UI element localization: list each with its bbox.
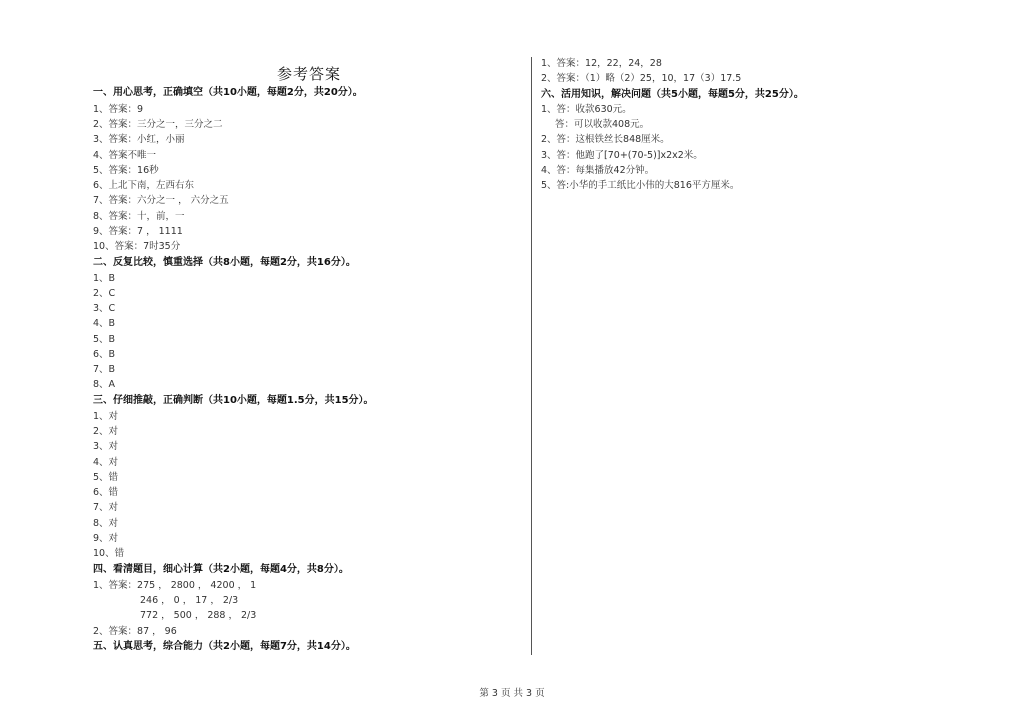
answer-line: 4、B	[93, 318, 116, 329]
answer-line: 1、答：收款630元。	[541, 104, 632, 115]
page-title: 参考答案	[277, 65, 342, 83]
answer-line: 8、对	[93, 518, 119, 529]
answer-line: 8、答案：十，前，一	[93, 211, 185, 222]
answer-line: 6、上北下南，左西右东	[93, 180, 195, 191]
answer-line: 2、答案：87 ， 96	[93, 626, 177, 637]
answer-line: 1、答案：12，22，24，28	[541, 58, 662, 69]
answer-line: 2、答：这根铁丝长848厘米。	[541, 134, 670, 145]
answer-line: 5、答:小华的手工纸比小伟的大816平方厘米。	[541, 180, 740, 191]
answer-line: 3、答：他跑了[70+(70-5)]x2x2米。	[541, 150, 703, 161]
answer-line: 6、错	[93, 487, 119, 498]
section-heading-3: 三、仔细推敲，正确判断（共10小题，每题1.5分，共15分）。	[93, 395, 374, 406]
answer-line: 3、答案：小红，小丽	[93, 134, 185, 145]
answer-line: 1、B	[93, 273, 116, 284]
section-heading-5: 五、认真思考，综合能力（共2小题，每题7分，共14分）。	[93, 641, 356, 652]
section-heading-6: 六、活用知识，解决问题（共5小题，每题5分，共25分）。	[541, 89, 804, 100]
answer-line: 1、对	[93, 411, 119, 422]
answer-line: 7、对	[93, 502, 119, 513]
answer-line: 2、C	[93, 288, 116, 299]
answer-line: 10、错	[93, 548, 125, 559]
answer-line: 772 ， 500 ， 288 ， 2/3	[140, 610, 257, 621]
answer-line: 答：可以收款408元。	[555, 119, 650, 130]
answer-line: 4、答：每集播放42分钟。	[541, 165, 655, 176]
answer-line: 5、答案：16秒	[93, 165, 159, 176]
section-heading-1: 一、用心思考，正确填空（共10小题，每题2分，共20分）。	[93, 87, 363, 98]
answer-line: 7、答案：六分之一 ， 六分之五	[93, 195, 229, 206]
answer-line: 4、答案不唯一	[93, 150, 157, 161]
answer-line: 5、错	[93, 472, 119, 483]
page-number-footer: 第 3 页 共 3 页	[479, 688, 545, 699]
answer-line: 1、答案：275 ， 2800 ， 4200 ， 1	[93, 580, 257, 591]
column-divider	[531, 57, 532, 655]
answer-line: 9、对	[93, 533, 119, 544]
answer-line: 9、答案：7 ， 1111	[93, 226, 183, 237]
answer-line: 5、B	[93, 334, 116, 345]
section-heading-4: 四、看清题目，细心计算（共2小题，每题4分，共8分）。	[93, 564, 349, 575]
answer-line: 246 ， 0 ， 17 ， 2/3	[140, 595, 239, 606]
answer-line: 1、答案：9	[93, 104, 144, 115]
answer-line: 2、答案：（1）略（2）25，10，17（3）17.5	[541, 73, 742, 84]
answer-line: 7、B	[93, 364, 116, 375]
answer-line: 8、A	[93, 379, 116, 390]
answer-line: 2、答案：三分之一，三分之二	[93, 119, 223, 130]
answer-line: 4、对	[93, 457, 119, 468]
answer-line: 2、对	[93, 426, 119, 437]
answer-line: 3、对	[93, 441, 119, 452]
answer-line: 3、C	[93, 303, 116, 314]
section-heading-2: 二、反复比较，慎重选择（共8小题，每题2分，共16分）。	[93, 257, 356, 268]
answer-line: 6、B	[93, 349, 116, 360]
answer-line: 10、答案：7时35分	[93, 241, 181, 252]
